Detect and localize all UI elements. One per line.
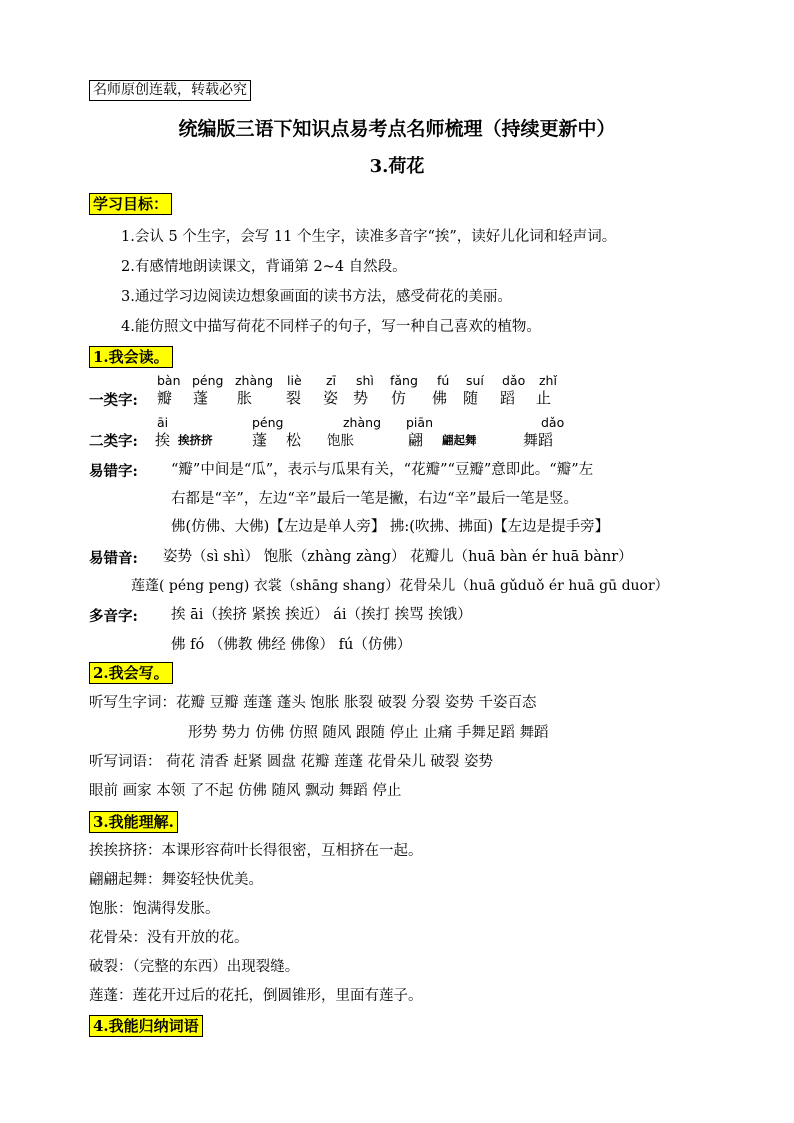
pinyin: péng: [252, 415, 284, 430]
hanzi: 胀: [237, 389, 253, 407]
hanzi: 裂: [286, 389, 302, 407]
write-heading: 2.我会写。: [89, 662, 173, 684]
goal-item: 3.通过学习边阅读边想象画面的读书方法，感受荷花的美丽。: [121, 289, 512, 305]
hanzi: 蓬: [252, 431, 268, 449]
goal-item: 1.会认 5 个生字，会写 11 个生字，读准多音字“挨”，读好儿化词和轻声词。: [121, 229, 617, 245]
hanzi: 随: [463, 389, 479, 407]
class2-label: 二类字:: [89, 433, 138, 450]
error-sound-text: 姿势（sì shì） 饱胀（zhàng zàng） 花瓣儿（huā bàn ér huā bànr）: [163, 549, 633, 565]
document-title: 统编版三语下知识点易考点名师梳理（持续更新中）: [178, 118, 616, 140]
dictation-line: 形势 势力 仿佛 仿照 随风 跟随 停止 止痛 手舞足蹈 舞蹈: [188, 725, 549, 741]
pinyin: shì: [356, 373, 374, 388]
definition-item: 破裂：（完整的东西）出现裂缝。: [89, 959, 300, 975]
pinyin: āi: [157, 415, 169, 430]
pinyin: liè: [287, 373, 302, 388]
error-char-label: 易错字:: [89, 463, 138, 480]
lesson-title: 3.荷花: [369, 156, 425, 177]
hanzi: 止: [536, 389, 552, 407]
pinyin: piān: [406, 415, 433, 430]
hanzi: 仿: [391, 389, 407, 407]
hanzi: 瓣: [157, 389, 173, 407]
dictation-line: 眼前 画家 本领 了不起 仿佛 随风 飘动 舞蹈 停止: [89, 783, 402, 799]
polyphone-label: 多音字:: [89, 608, 138, 625]
hanzi: 挨挤挤: [178, 433, 213, 447]
goal-item: 4.能仿照文中描写荷花不同样子的句子，写一种自己喜欢的植物。: [121, 319, 541, 335]
pinyin: dǎo: [541, 415, 565, 430]
pinyin: zī: [326, 373, 337, 388]
pinyin: zhǐ: [539, 373, 557, 388]
error-char-text: 右都是“辛”，左边“辛”最后一笔是撇，右边“辛”最后一笔是竖。: [171, 491, 578, 507]
hanzi: 松: [286, 431, 302, 449]
hanzi: 舞蹈: [523, 431, 554, 449]
pinyin: péng: [192, 373, 224, 388]
goals-heading: 学习目标：: [89, 193, 172, 215]
definition-item: 花骨朵：没有开放的花。: [89, 930, 249, 946]
error-sound-text: 莲蓬( péng peng) 衣裳（shāng shang）花骨朵儿（huā gǔduǒ ér huā gū duor）: [131, 578, 669, 594]
hanzi: 挨: [155, 431, 171, 449]
definition-item: 莲蓬：莲花开过后的花托，倒圆锥形，里面有莲子。: [89, 988, 423, 1004]
goal-item: 2.有感情地朗读课文，背诵第 2~4 自然段。: [121, 259, 407, 275]
error-char-text: 佛(仿佛、大佛)【左边是单人旁】 拂:(吹拂、拂面)【左边是提手旁】: [171, 519, 610, 535]
definition-item: 挨挨挤挤：本课形容荷叶长得很密，互相挤在一起。: [89, 843, 423, 859]
definition-item: 翩翩起舞：舞姿轻快优美。: [89, 872, 263, 888]
pinyin: suí: [466, 373, 484, 388]
pinyin: fǎng: [390, 373, 418, 388]
dictation-line: 听写生字词：花瓣 豆瓣 莲蓬 蓬头 饱胀 胀裂 破裂 分裂 姿势 千姿百态: [89, 695, 537, 711]
hanzi: 翩起舞: [442, 433, 477, 447]
understand-heading: 3.我能理解.: [89, 811, 178, 833]
hanzi: 饱胀: [327, 433, 354, 449]
polyphone-text: 佛 fó （佛教 佛经 佛像） fú（仿佛）: [171, 637, 412, 653]
pinyin: dǎo: [502, 373, 526, 388]
polyphone-text: 挨 āi（挨挤 紧挨 挨近） ái（挨打 挨骂 挨饿）: [171, 607, 472, 623]
hanzi: 翩: [408, 431, 424, 449]
hanzi: 姿: [323, 389, 339, 407]
hanzi: 佛: [432, 389, 448, 407]
definition-item: 饱胀：饱满得发胀。: [89, 901, 220, 917]
summary-heading: 4.我能归纳词语: [89, 1015, 203, 1037]
hanzi: 蹈: [500, 389, 516, 407]
error-sound-label: 易错音:: [89, 550, 138, 567]
pinyin: bàn: [157, 373, 181, 388]
read-heading: 1.我会读。: [89, 346, 173, 368]
hanzi: 蓬: [193, 389, 209, 407]
pinyin: fú: [437, 373, 450, 388]
pinyin: zhàng: [235, 373, 274, 388]
class1-label: 一类字:: [89, 392, 138, 409]
pinyin: zhàng: [343, 415, 382, 430]
hanzi: 势: [353, 389, 369, 407]
dictation-line: 听写词语： 荷花 清香 赶紧 圆盘 花瓣 莲蓬 花骨朵儿 破裂 姿势: [89, 754, 493, 770]
error-char-text: “瓣”中间是“瓜”，表示与瓜果有关，“花瓣”“豆瓣”意即此。“瓣”左: [171, 462, 594, 478]
copyright-notice: 名师原创连载，转载必究: [89, 80, 251, 101]
